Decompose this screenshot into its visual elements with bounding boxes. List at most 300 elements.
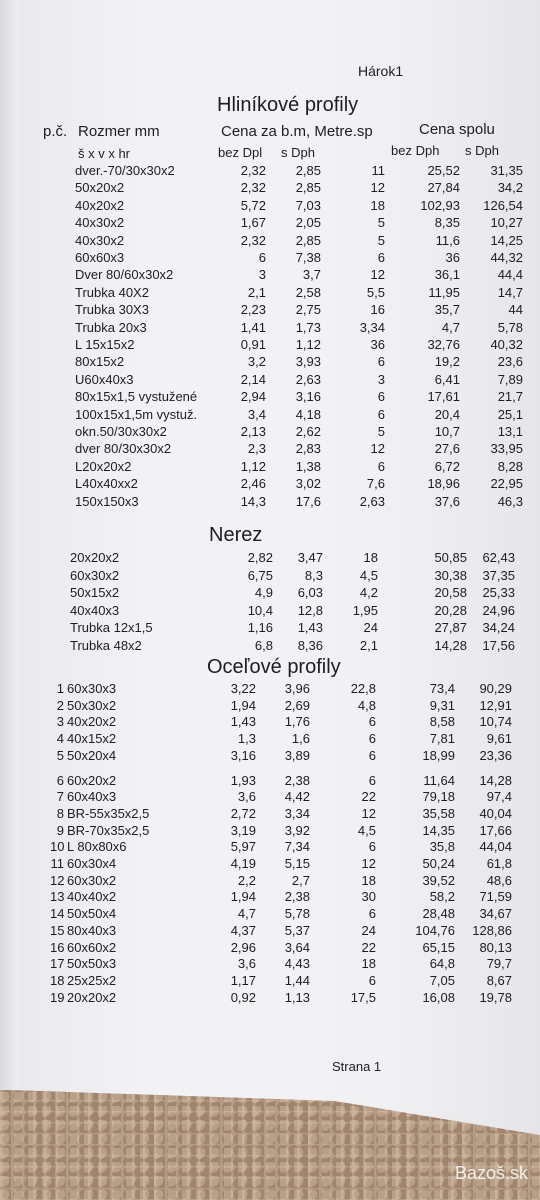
- total-s-dph: 126,54: [483, 197, 523, 213]
- price-bez-dph: 2,96: [230, 939, 256, 955]
- price-bez-dph: 1,3: [237, 731, 256, 747]
- price-s-dph: 3,92: [284, 822, 310, 838]
- price-s-dph: 4,42: [284, 789, 310, 805]
- row-number: 2: [56, 697, 64, 713]
- total-bez-dph: 35,58: [422, 805, 455, 821]
- total-bez-dph: 10,7: [434, 424, 460, 439]
- table-row: [0, 923, 540, 940]
- total-s-dph: 21,7: [497, 389, 523, 405]
- row-number: 11: [50, 856, 64, 871]
- table-row: [0, 789, 540, 806]
- profile-name: dver.-70/30x30x2: [75, 163, 175, 178]
- table-row: [0, 873, 540, 890]
- total-s-dph: 40,04: [479, 805, 512, 821]
- table-row: [0, 620, 540, 637]
- row-number: 18: [50, 972, 65, 988]
- metres: 6: [377, 354, 385, 370]
- price-s-dph: 3,7: [302, 267, 321, 283]
- total-s-dph: 10,74: [479, 714, 512, 730]
- price-s-dph: 3,64: [284, 939, 310, 955]
- total-bez-dph: 14,35: [422, 822, 455, 838]
- price-s-dph: 5,37: [284, 922, 310, 938]
- price-bez-dph: 1,93: [230, 772, 256, 788]
- total-s-dph: 24,96: [482, 602, 515, 618]
- row-number: 15: [50, 922, 65, 938]
- total-s-dph: 34,67: [479, 906, 512, 922]
- header-rozmer-sub: š x v x hr: [78, 146, 131, 161]
- metres: 24: [361, 922, 376, 938]
- profile-name: 40x15x2: [67, 731, 117, 747]
- price-bez-dph: 2,82: [247, 550, 273, 565]
- price-s-dph: 2,83: [295, 441, 321, 457]
- price-bez-dph: 2,23: [240, 302, 266, 318]
- total-bez-dph: 9,31: [429, 697, 455, 713]
- total-bez-dph: 102,93: [420, 197, 460, 213]
- total-bez-dph: 65,15: [422, 939, 455, 955]
- profile-name: 50x30x2: [67, 697, 117, 713]
- metres: 6: [368, 747, 376, 763]
- price-bez-dph: 2,13: [240, 424, 266, 439]
- total-s-dph: 33,95: [490, 441, 523, 457]
- price-s-dph: 2,69: [284, 697, 310, 713]
- total-bez-dph: 36: [445, 250, 460, 265]
- price-s-dph: 2,38: [284, 889, 310, 905]
- profile-name: 40x30x2: [75, 232, 125, 248]
- price-bez-dph: 1,12: [240, 458, 266, 474]
- metres: 6: [368, 772, 376, 788]
- row-number: 5: [56, 747, 64, 763]
- total-s-dph: 8,67: [486, 972, 512, 988]
- price-bez-dph: 10,4: [247, 602, 273, 618]
- metres: 11: [371, 163, 385, 178]
- table-row: [0, 441, 540, 458]
- metres: 6: [368, 714, 376, 730]
- table-row: [0, 337, 540, 354]
- total-s-dph: 44,04: [479, 839, 512, 855]
- profile-name: 80x40x3: [67, 922, 117, 938]
- header-rozmer: Rozmer mm: [78, 123, 160, 140]
- profile-name: okn.50/30x30x2: [75, 424, 167, 439]
- section-title-steel: Oceľové profily: [207, 656, 341, 678]
- profile-name: 80x15x1,5 vystužené: [75, 389, 198, 405]
- price-bez-dph: 2,94: [240, 389, 266, 405]
- price-s-dph: 2,63: [295, 371, 321, 387]
- total-s-dph: 44,4: [497, 267, 523, 283]
- total-s-dph: 25,33: [482, 585, 515, 600]
- profile-name: 50x15x2: [70, 585, 120, 600]
- table-row: [0, 354, 540, 371]
- total-bez-dph: 58,2: [429, 889, 455, 905]
- total-s-dph: 71,59: [479, 889, 512, 905]
- table-row: [0, 990, 540, 1007]
- price-bez-dph: 1,17: [230, 972, 256, 988]
- total-bez-dph: 7,05: [429, 972, 455, 988]
- price-bez-dph: 1,94: [230, 889, 256, 905]
- price-s-dph: 3,96: [284, 681, 310, 696]
- price-bez-dph: 6,75: [247, 567, 273, 583]
- profile-name: 60x30x3: [67, 681, 117, 696]
- profile-name: 20x20x2: [70, 550, 120, 565]
- total-bez-dph: 8,58: [429, 714, 455, 730]
- table-row: [0, 494, 540, 511]
- profile-name: 60x30x2: [67, 872, 117, 888]
- price-s-dph: 2,7: [291, 872, 310, 888]
- total-s-dph: 40,32: [490, 337, 523, 352]
- header-s-dph-1: s Dph: [281, 145, 315, 160]
- profile-name: 40x20x2: [67, 714, 117, 730]
- profile-name: L20x20x2: [75, 458, 132, 474]
- total-s-dph: 10,27: [490, 215, 523, 231]
- table-row: [0, 823, 540, 840]
- row-number: 8: [56, 805, 64, 821]
- metres: 2,1: [359, 637, 378, 653]
- total-bez-dph: 30,38: [434, 567, 467, 583]
- metres: 6: [377, 389, 385, 405]
- total-s-dph: 46,3: [497, 493, 523, 509]
- total-s-dph: 62,43: [482, 550, 515, 565]
- header-bez-dph-1: bez Dpl: [218, 145, 263, 160]
- price-bez-dph: 3: [258, 267, 266, 283]
- price-s-dph: 17,6: [295, 493, 321, 509]
- table-row: [0, 731, 540, 748]
- metres: 22: [361, 939, 376, 955]
- total-bez-dph: 25,52: [427, 163, 460, 178]
- table-row: [0, 389, 540, 406]
- price-s-dph: 6,03: [297, 585, 323, 600]
- metres: 4,5: [357, 822, 376, 838]
- profile-name: 20x20x2: [67, 989, 117, 1005]
- total-s-dph: 14,28: [479, 772, 512, 788]
- table-row: [0, 638, 540, 655]
- row-number: 14: [50, 906, 65, 922]
- table-row: [0, 806, 540, 823]
- price-s-dph: 3,16: [295, 389, 321, 405]
- table-row: [0, 215, 540, 232]
- total-s-dph: 9,61: [486, 731, 512, 747]
- metres: 6: [368, 839, 376, 855]
- table-row: [0, 585, 540, 602]
- profile-name: 25x25x2: [67, 972, 117, 988]
- table-row: [0, 302, 540, 319]
- profile-name: Trubka 12x1,5: [70, 620, 153, 635]
- profile-name: L 15x15x2: [75, 337, 135, 352]
- total-bez-dph: 39,52: [422, 872, 455, 888]
- total-bez-dph: 64,8: [429, 956, 455, 972]
- row-number: 1: [56, 681, 64, 696]
- total-s-dph: 44,32: [490, 250, 523, 265]
- profile-name: 60x40x3: [67, 789, 117, 805]
- price-bez-dph: 1,67: [240, 215, 266, 231]
- price-s-dph: 1,43: [297, 620, 323, 635]
- price-bez-dph: 4,37: [230, 922, 256, 938]
- table-row: [0, 698, 540, 715]
- metres: 6: [368, 906, 376, 922]
- metres: 12: [370, 180, 385, 196]
- profile-name: Trubka 30X3: [75, 302, 149, 318]
- table-row: [0, 956, 540, 973]
- table-row: [0, 714, 540, 731]
- total-bez-dph: 37,6: [434, 493, 460, 509]
- total-bez-dph: 20,58: [434, 585, 467, 600]
- total-bez-dph: 104,76: [415, 922, 455, 938]
- price-bez-dph: 2,32: [240, 180, 266, 196]
- row-number: 19: [50, 989, 65, 1005]
- price-bez-dph: 3,16: [230, 747, 256, 763]
- table-row: [0, 550, 540, 567]
- price-bez-dph: 5,97: [230, 839, 256, 855]
- total-s-dph: 22,95: [490, 476, 523, 492]
- profile-name: L 80x80x6: [67, 839, 127, 855]
- metres: 6: [377, 250, 385, 265]
- total-s-dph: 25,1: [497, 406, 523, 422]
- table-row: [0, 163, 540, 180]
- price-bez-dph: 1,16: [247, 620, 273, 635]
- profile-name: 60x60x2: [67, 939, 117, 955]
- price-s-dph: 1,12: [295, 337, 321, 352]
- profile-name: 150x150x3: [75, 493, 139, 509]
- table-row: [0, 681, 540, 698]
- price-s-dph: 2,85: [295, 180, 321, 196]
- metres: 5,5: [366, 284, 385, 300]
- total-bez-dph: 18,99: [422, 747, 455, 763]
- profile-name: dver 80/30x30x2: [75, 441, 172, 457]
- table-row: [0, 889, 540, 906]
- metres: 4,5: [359, 567, 378, 583]
- profile-name: 40x40x3: [70, 602, 120, 618]
- metres: 16: [370, 302, 385, 318]
- total-bez-dph: 20,4: [434, 406, 460, 422]
- total-s-dph: 48,6: [486, 872, 512, 888]
- total-bez-dph: 20,28: [434, 602, 467, 618]
- price-s-dph: 1,13: [284, 989, 310, 1005]
- price-s-dph: 8,36: [297, 637, 323, 653]
- header-s-dph-2: s Dph: [465, 143, 499, 158]
- profile-name: Trubka 48x2: [70, 637, 142, 653]
- price-s-dph: 1,44: [284, 972, 310, 988]
- price-bez-dph: 6,8: [254, 637, 273, 653]
- metres: 1,95: [352, 602, 378, 618]
- price-s-dph: 5,78: [284, 906, 310, 922]
- price-bez-dph: 2,32: [240, 232, 266, 248]
- total-bez-dph: 19,2: [434, 354, 460, 370]
- metres: 5: [377, 424, 385, 439]
- price-s-dph: 3,47: [297, 550, 323, 565]
- profile-name: BR-55x35x2,5: [67, 805, 150, 821]
- price-s-dph: 2,85: [295, 232, 321, 248]
- metres: 18: [361, 956, 376, 972]
- total-bez-dph: 16,08: [422, 989, 455, 1005]
- table-row: [0, 407, 540, 424]
- price-bez-dph: 6: [258, 250, 266, 265]
- total-bez-dph: 32,76: [427, 337, 460, 352]
- table-row: [0, 906, 540, 923]
- profile-name: 60x30x2: [70, 567, 120, 583]
- price-s-dph: 4,43: [284, 956, 310, 972]
- metres: 3: [377, 371, 385, 387]
- price-s-dph: 4,18: [295, 406, 321, 422]
- row-number: 7: [56, 789, 64, 805]
- total-s-dph: 17,66: [479, 822, 512, 838]
- profile-name: 60x30x4: [67, 856, 117, 871]
- total-s-dph: 34,24: [482, 620, 515, 635]
- metres: 36: [370, 337, 385, 352]
- row-number: 3: [56, 714, 64, 730]
- metres: 6: [368, 972, 376, 988]
- metres: 12: [361, 805, 376, 821]
- table-row: [0, 198, 540, 215]
- price-bez-dph: 2,72: [230, 805, 256, 821]
- price-bez-dph: 3,4: [247, 406, 266, 422]
- price-s-dph: 8,3: [304, 567, 323, 583]
- total-bez-dph: 6,41: [434, 371, 460, 387]
- price-s-dph: 2,75: [295, 302, 321, 318]
- metres: 18: [363, 550, 378, 565]
- row-number: 17: [50, 956, 65, 972]
- price-s-dph: 2,05: [295, 215, 321, 231]
- profile-name: L40x40xx2: [75, 476, 138, 492]
- header-cena-spolu: Cena spolu: [419, 121, 495, 138]
- price-bez-dph: 14,3: [240, 493, 266, 509]
- profile-name: 50x50x3: [67, 956, 117, 972]
- row-number: 16: [50, 939, 65, 955]
- total-s-dph: 17,56: [482, 637, 515, 653]
- profile-name: 50x20x4: [67, 747, 117, 763]
- total-bez-dph: 27,87: [434, 620, 467, 635]
- total-s-dph: 61,8: [486, 856, 512, 871]
- price-s-dph: 12,8: [297, 602, 323, 618]
- metres: 3,34: [359, 319, 385, 335]
- price-s-dph: 7,34: [284, 839, 310, 855]
- total-s-dph: 34,2: [497, 180, 523, 196]
- price-s-dph: 2,58: [295, 284, 321, 300]
- total-s-dph: 14,7: [497, 284, 523, 300]
- price-bez-dph: 3,19: [230, 822, 256, 838]
- profile-name: 50x20x2: [75, 180, 125, 196]
- metres: 22: [361, 789, 376, 805]
- price-s-dph: 3,02: [295, 476, 321, 492]
- table-row: [0, 856, 540, 873]
- total-bez-dph: 35,8: [429, 839, 455, 855]
- total-bez-dph: 6,72: [434, 458, 460, 474]
- price-s-dph: 2,85: [295, 163, 321, 178]
- table-row: [0, 285, 540, 302]
- header-pc: p.č.: [43, 123, 68, 140]
- table-row: [0, 233, 540, 250]
- price-s-dph: 1,6: [291, 731, 310, 747]
- total-bez-dph: 17,61: [427, 389, 460, 405]
- total-s-dph: 13,1: [497, 424, 523, 439]
- total-s-dph: 14,25: [490, 232, 523, 248]
- total-s-dph: 90,29: [479, 681, 512, 696]
- total-s-dph: 7,89: [497, 371, 523, 387]
- total-bez-dph: 27,6: [434, 441, 460, 457]
- price-s-dph: 3,89: [284, 747, 310, 763]
- total-s-dph: 37,35: [482, 567, 515, 583]
- row-number: 13: [50, 889, 65, 905]
- price-bez-dph: 3,6: [237, 789, 256, 805]
- price-bez-dph: 3,22: [230, 681, 256, 696]
- row-number: 12: [50, 872, 65, 888]
- total-bez-dph: 50,24: [422, 856, 455, 871]
- total-bez-dph: 11,6: [435, 232, 460, 248]
- price-bez-dph: 0,91: [240, 337, 266, 352]
- table-row: [0, 476, 540, 493]
- profile-name: 40x40x2: [67, 889, 117, 905]
- total-s-dph: 23,6: [497, 354, 523, 370]
- profile-name: 40x20x2: [75, 197, 125, 213]
- metres: 12: [370, 441, 385, 457]
- metres: 2,63: [359, 493, 385, 509]
- watermark-logo: Bazoš.sk: [454, 1163, 528, 1183]
- total-s-dph: 97,4: [486, 789, 512, 805]
- table-row: [0, 250, 540, 267]
- total-bez-dph: 4,7: [441, 319, 460, 335]
- price-bez-dph: 3,2: [247, 354, 266, 370]
- price-bez-dph: 2,3: [247, 441, 266, 457]
- table-row: [0, 424, 540, 441]
- table-row: [0, 568, 540, 585]
- total-bez-dph: 73,4: [429, 681, 455, 696]
- profile-name: 100x15x1,5m vystuž.: [75, 406, 198, 422]
- price-s-dph: 3,93: [295, 354, 321, 370]
- price-bez-dph: 4,19: [230, 856, 256, 871]
- metres: 5: [377, 232, 385, 248]
- total-bez-dph: 79,18: [422, 789, 455, 805]
- total-s-dph: 80,13: [479, 939, 512, 955]
- row-number: 9: [56, 822, 64, 838]
- table-row: [0, 748, 540, 765]
- metres: 18: [370, 197, 385, 213]
- table-row: [0, 940, 540, 957]
- price-bez-dph: 2,14: [240, 371, 266, 387]
- metres: 30: [361, 889, 376, 905]
- total-s-dph: 44: [508, 302, 523, 318]
- total-s-dph: 12,91: [479, 697, 512, 713]
- table-row: [0, 320, 540, 337]
- metres: 6: [368, 731, 376, 747]
- profile-name: 60x60x3: [75, 250, 125, 265]
- metres: 22,8: [350, 681, 376, 696]
- metres: 7,6: [366, 476, 385, 492]
- metres: 5: [377, 215, 385, 231]
- profile-name: 40x30x2: [75, 215, 125, 231]
- total-bez-dph: 35,7: [434, 302, 460, 318]
- price-s-dph: 7,03: [295, 197, 321, 213]
- total-bez-dph: 11,95: [428, 284, 460, 300]
- price-bez-dph: 4,9: [254, 585, 273, 600]
- total-s-dph: 31,35: [490, 163, 523, 178]
- row-number: 6: [56, 772, 64, 788]
- metres: 4,2: [359, 585, 378, 600]
- table-row: [0, 973, 540, 990]
- total-s-dph: 23,36: [479, 747, 512, 763]
- price-bez-dph: 1,94: [230, 697, 256, 713]
- price-bez-dph: 2,1: [247, 284, 266, 300]
- price-bez-dph: 1,41: [240, 319, 266, 335]
- table-row: [0, 839, 540, 856]
- total-bez-dph: 27,84: [427, 180, 460, 196]
- table-row: [0, 459, 540, 476]
- profile-name: U60x40x3: [75, 371, 134, 387]
- header-bez-dph-2: bez Dph: [391, 143, 440, 158]
- price-s-dph: 7,38: [295, 250, 321, 265]
- price-s-dph: 1,76: [284, 714, 310, 730]
- price-bez-dph: 4,7: [237, 906, 256, 922]
- total-bez-dph: 7,81: [429, 731, 455, 747]
- metres: 12: [370, 267, 385, 283]
- price-bez-dph: 5,72: [240, 197, 266, 213]
- table-row: [0, 603, 540, 620]
